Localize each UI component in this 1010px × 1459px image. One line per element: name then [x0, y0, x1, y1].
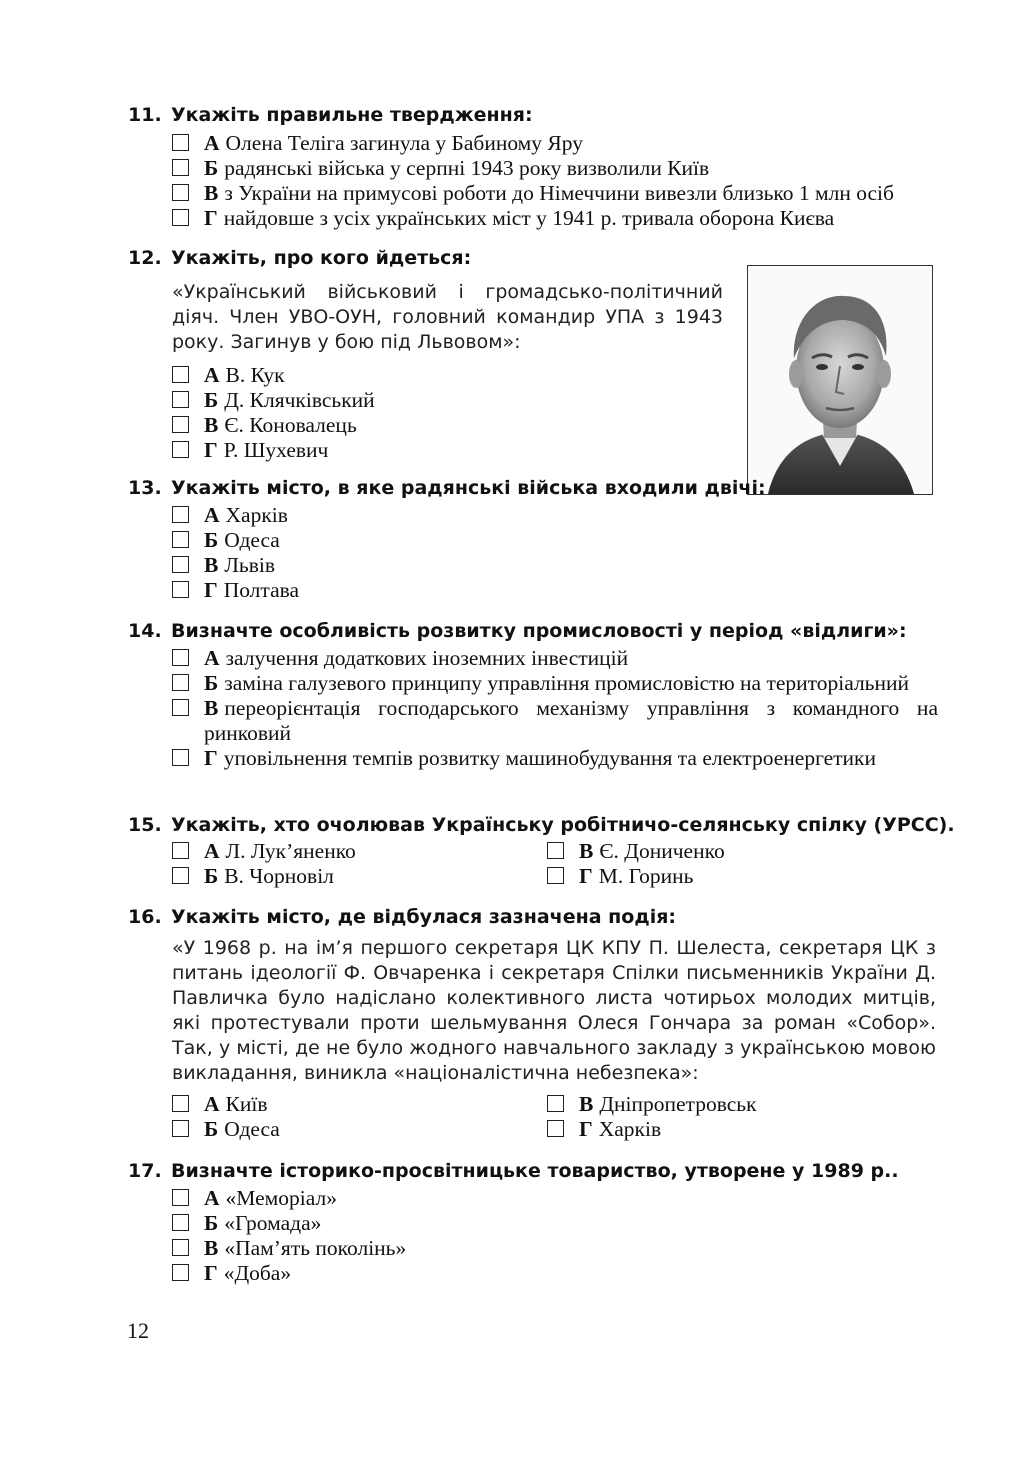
- checkbox[interactable]: [172, 416, 189, 433]
- checkbox[interactable]: [172, 159, 189, 176]
- checkbox[interactable]: [172, 134, 189, 151]
- question-title: Визначте історико-просвітницьке товариство, утворене у 1989 р..: [171, 1160, 899, 1182]
- portrait-image: [748, 266, 932, 494]
- checkbox[interactable]: [172, 441, 189, 458]
- question-title: Укажіть правильне твердження:: [171, 104, 533, 126]
- portrait-photo: [747, 265, 933, 495]
- option-d[interactable]: Г «Доба»: [172, 1261, 938, 1286]
- option-a[interactable]: А Харків: [172, 503, 938, 528]
- option-a[interactable]: А Київ: [172, 1092, 547, 1117]
- checkbox[interactable]: [172, 699, 189, 716]
- checkbox[interactable]: [172, 531, 189, 548]
- option-b[interactable]: Б Одеса: [172, 1117, 547, 1142]
- option-b[interactable]: Б «Громада»: [172, 1211, 938, 1236]
- checkbox[interactable]: [172, 749, 189, 766]
- option-d[interactable]: Г Харків: [547, 1117, 938, 1142]
- question-17: [128, 1158, 938, 1286]
- checkbox[interactable]: [547, 1120, 564, 1137]
- checkbox[interactable]: [547, 842, 564, 859]
- option-a[interactable]: А залучення додаткових іноземних інвестицій: [172, 646, 938, 671]
- question-title: Визначте особливість розвитку промисловості у період «відлиги»:: [171, 620, 907, 642]
- question-title: Укажіть, хто очолював Українську робітничо-селянську спілку (УРСС).: [171, 814, 955, 836]
- option-b[interactable]: Б радянські війська у серпні 1943 року визволили Київ: [172, 156, 938, 181]
- checkbox[interactable]: [172, 1214, 189, 1231]
- option-b[interactable]: Б Д. Клячківський: [172, 388, 938, 413]
- question-number: 16.: [128, 906, 162, 928]
- question-number: 17.: [128, 1160, 162, 1182]
- question-title: Укажіть місто, де відбулася зазначена подія:: [171, 906, 677, 928]
- question-number: 15.: [128, 814, 162, 836]
- question-16: [128, 904, 938, 1142]
- option-d[interactable]: Г уповільнення темпів розвитку машинобудування та електроенергетики: [172, 746, 938, 771]
- question-title: Укажіть, про кого йдеться:: [171, 247, 472, 269]
- question-13: [128, 475, 938, 603]
- option-c[interactable]: В Є. Дониченко: [547, 839, 938, 864]
- question-number: 11.: [128, 104, 162, 126]
- checkbox[interactable]: [172, 674, 189, 691]
- option-c[interactable]: В Є. Коновалець: [172, 413, 938, 438]
- checkbox[interactable]: [172, 1189, 189, 1206]
- option-a[interactable]: А В. Кук: [172, 363, 938, 388]
- checkbox[interactable]: [172, 581, 189, 598]
- question-15: [128, 812, 955, 889]
- checkbox[interactable]: [547, 867, 564, 884]
- checkbox[interactable]: [172, 842, 189, 859]
- option-c[interactable]: В Дніпропетровськ: [547, 1092, 938, 1117]
- question-11: [128, 102, 938, 231]
- question-quote: «Український військовий і громадсько-політичний діяч. Член УВО-ОУН, головний командир УПА з 1943 року. Загинув у бою під Львовом»:: [172, 281, 723, 353]
- checkbox[interactable]: [172, 556, 189, 573]
- question-number: 14.: [128, 620, 162, 642]
- checkbox[interactable]: [172, 391, 189, 408]
- checkbox[interactable]: [547, 1095, 564, 1112]
- option-a[interactable]: А Л. Лук’яненко: [172, 839, 547, 864]
- checkbox[interactable]: [172, 1239, 189, 1256]
- option-c[interactable]: В «Пам’ять поколінь»: [172, 1236, 938, 1261]
- option-d[interactable]: Г М. Горинь: [547, 864, 938, 889]
- option-d[interactable]: Г Р. Шухевич: [172, 438, 938, 463]
- option-b[interactable]: Б заміна галузевого принципу управління промисловістю на територіальний: [172, 671, 938, 696]
- question-title: Укажіть місто, в яке радянські війська входили двічі:: [171, 477, 766, 499]
- checkbox[interactable]: [172, 209, 189, 226]
- option-a[interactable]: А Олена Теліга загинула у Бабиному Яру: [172, 131, 938, 156]
- checkbox[interactable]: [172, 1095, 189, 1112]
- checkbox[interactable]: [172, 649, 189, 666]
- page-number: 12: [127, 1318, 149, 1343]
- option-d[interactable]: Г Полтава: [172, 578, 938, 603]
- option-b[interactable]: Б В. Чорновіл: [172, 864, 547, 889]
- question-number: 12.: [128, 247, 162, 269]
- option-c[interactable]: В переорієнтація господарського механізму управління з командного на ринковий: [172, 696, 938, 746]
- option-c[interactable]: В з України на примусові роботи до Німеччини вивезли близько 1 млн осіб: [172, 181, 938, 206]
- option-d[interactable]: Г найдовше з усіх українських міст у 1941 р. тривала оборона Києва: [172, 206, 938, 231]
- option-c[interactable]: В Львів: [172, 553, 938, 578]
- checkbox[interactable]: [172, 506, 189, 523]
- checkbox[interactable]: [172, 867, 189, 884]
- option-a[interactable]: А «Меморіал»: [172, 1186, 938, 1211]
- checkbox[interactable]: [172, 366, 189, 383]
- question-number: 13.: [128, 477, 162, 499]
- option-b[interactable]: Б Одеса: [172, 528, 938, 553]
- question-14: [128, 618, 938, 771]
- checkbox[interactable]: [172, 1264, 189, 1281]
- checkbox[interactable]: [172, 184, 189, 201]
- question-quote: «У 1968 р. на ім’я першого секретаря ЦК КПУ П. Шелеста, секретаря ЦК з питань ідеології Ф. Овчаренка і секретаря Спілки письменників України Д. Павличка було надіслано колективного листа чотирьох молодих митців, які протестували проти шельмування Олеся Гончара за роман «Собор». Так, у місті, де не було жодного навчального закладу з українською мовою викладання, виникла «націоналістична небезпека»:: [172, 937, 936, 1084]
- checkbox[interactable]: [172, 1120, 189, 1137]
